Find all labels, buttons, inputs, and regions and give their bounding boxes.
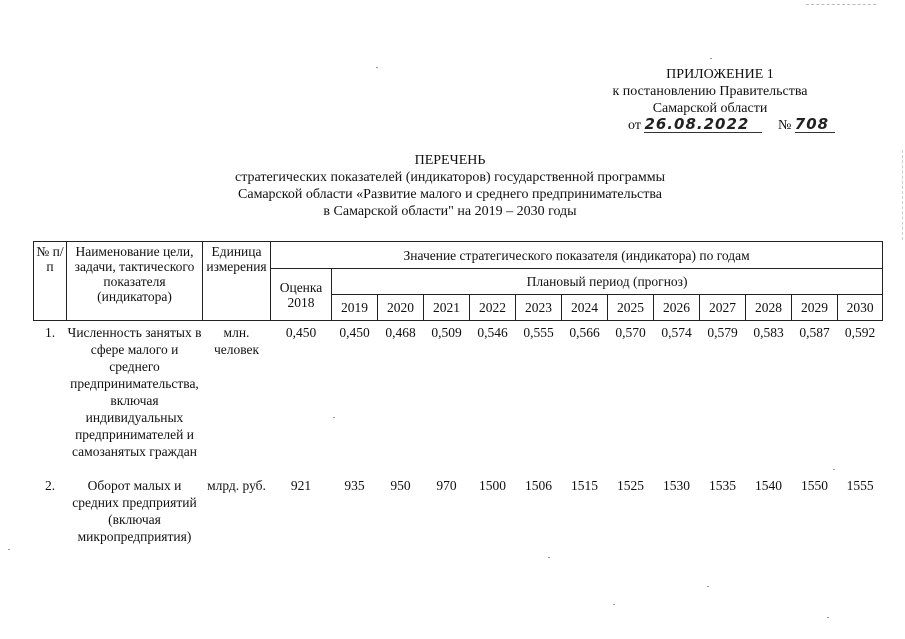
year-value: 0,570: [615, 325, 646, 340]
estimate-value: 0,450: [285, 325, 317, 340]
estimate-value: 921: [290, 477, 312, 493]
row-number: 2.: [44, 477, 56, 493]
header-year: 2022: [470, 295, 516, 321]
year-value: 970: [436, 477, 457, 493]
row-number: 1.: [44, 325, 56, 340]
year-value: 0,546: [477, 325, 508, 340]
year-value: 1540: [755, 477, 782, 493]
header-year: 2028: [746, 295, 792, 321]
year-value: 1535: [709, 477, 736, 493]
header-year: 2021: [424, 295, 470, 321]
year-value: 1506: [525, 477, 552, 493]
year-value: 0,468: [385, 325, 416, 340]
year-value: 1530: [663, 477, 690, 493]
year-value: 1555: [846, 477, 874, 493]
appendix-title: ПРИЛОЖЕНИЕ 1: [666, 67, 774, 82]
table-row: [34, 474, 883, 554]
indicators-table: [33, 241, 883, 554]
year-value: 1515: [571, 477, 598, 493]
appendix-block: [560, 66, 860, 133]
year-value: 950: [390, 477, 411, 493]
document-title: [150, 152, 750, 220]
year-value: 0,579: [707, 325, 738, 340]
scan-speck: [707, 586, 709, 587]
scan-edge-mark: [902, 150, 903, 240]
scan-speck: [376, 67, 378, 68]
header-year: 2023: [516, 295, 562, 321]
scan-edge-mark: [806, 4, 876, 5]
year-value: 0,587: [799, 325, 830, 340]
year-value: 0,509: [431, 325, 462, 340]
appendix-date-line: [628, 117, 868, 134]
year-value: 0,566: [569, 325, 600, 340]
year-value: 0,555: [523, 325, 554, 340]
indicator-unit: млрд. руб.: [207, 477, 266, 493]
year-value: 935: [344, 477, 365, 493]
header-year: 2019: [332, 295, 378, 321]
header-year: 2030: [838, 295, 883, 321]
scan-speck: [8, 549, 10, 550]
header-year: 2029: [792, 295, 838, 321]
scan-speck: [710, 58, 712, 59]
indicator-name: Оборот малых и средних предприятий (включая микропредприятия): [72, 477, 197, 544]
scan-speck: [827, 617, 829, 618]
header-unit: Единица измерения: [203, 242, 271, 321]
header-estimate: Оценка 2018: [271, 269, 332, 321]
header-values: Значение стратегического показателя (индикатора) по годам: [271, 242, 883, 269]
year-value: 0,592: [844, 325, 876, 340]
scan-speck: [833, 469, 835, 470]
indicator-name: Численность занятых в сфере малого и среднего предпринимательства, включая индивидуальных предпринимателей и самозанятых граждан: [67, 325, 202, 459]
header-year: 2024: [562, 295, 608, 321]
number-prefix: №: [777, 118, 792, 133]
header-year: 2026: [654, 295, 700, 321]
handwritten-number: 708: [795, 117, 835, 133]
table-row: [34, 321, 883, 474]
scan-speck: [613, 604, 615, 605]
indicator-unit: млн. человек: [213, 325, 260, 357]
title-line-4: в Самарской области" на 2019 – 2030 годы: [323, 204, 577, 219]
handwritten-date: 26.08.2022: [644, 117, 762, 133]
title-line-2: стратегических показателей (индикаторов) государственной программы: [235, 170, 665, 185]
header-num: № п/п: [34, 242, 67, 321]
title-line-3: Самарской области «Развитие малого и среднего предпринимательства: [238, 187, 662, 202]
header-year: 2027: [700, 295, 746, 321]
header-year: 2020: [378, 295, 424, 321]
year-value: 0,583: [753, 325, 784, 340]
year-value: 1550: [801, 477, 828, 493]
appendix-resolution: к постановлению Правительства: [612, 84, 808, 99]
year-value: 0,574: [661, 325, 692, 340]
title-heading: ПЕРЕЧЕНЬ: [414, 153, 486, 168]
header-planned: Плановый период (прогноз): [332, 269, 883, 295]
year-value: 1525: [617, 477, 644, 493]
year-value: 0,450: [339, 325, 370, 340]
year-value: 1500: [479, 477, 506, 493]
appendix-region: Самарской области: [652, 101, 768, 116]
scan-speck: [333, 417, 335, 418]
scan-speck: [548, 557, 550, 558]
header-year: 2025: [608, 295, 654, 321]
header-name: Наименование цели, задачи, тактического показателя (индикатора): [67, 242, 203, 321]
date-prefix: от: [628, 118, 641, 133]
